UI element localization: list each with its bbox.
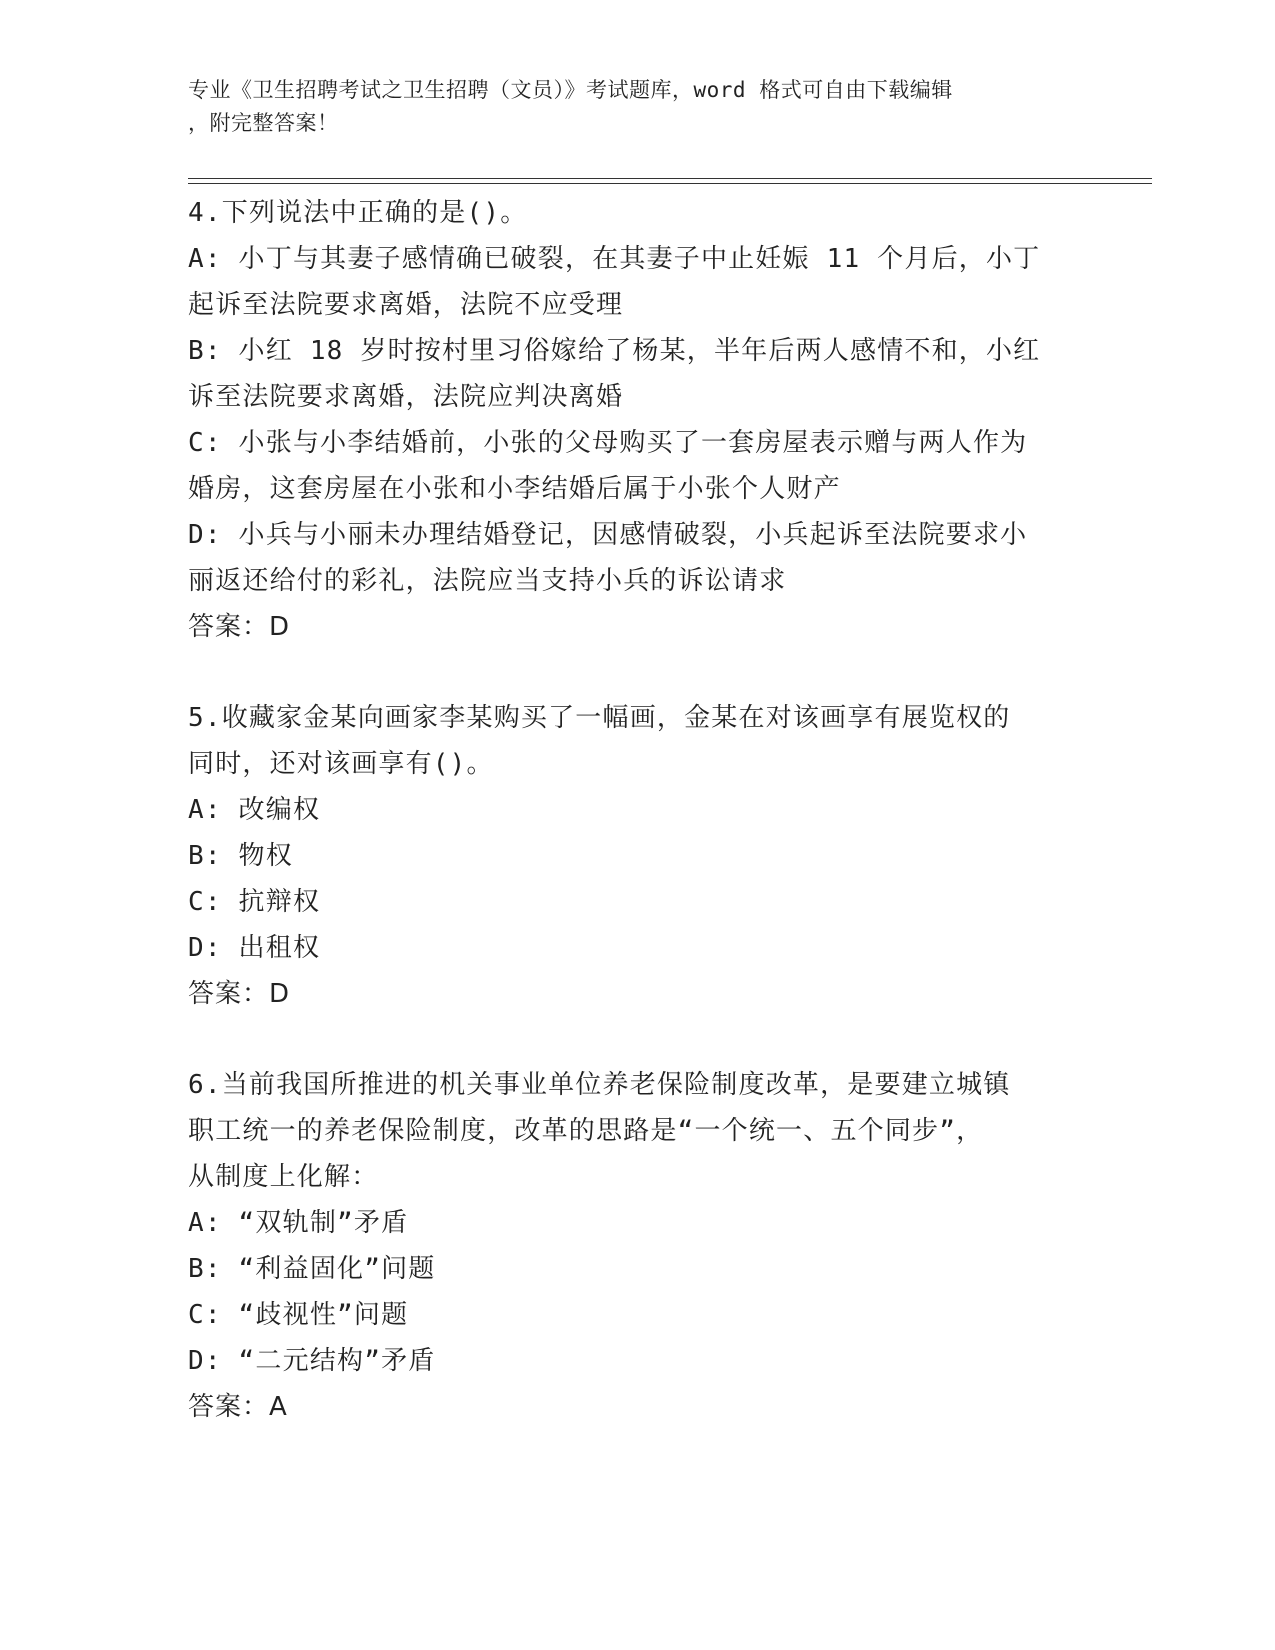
header-line-2: ，附完整答案！ [188, 111, 339, 135]
question-stem-line: 职工统一的养老保险制度，改革的思路是“一个统一、五个同步”， [188, 1116, 984, 1146]
option-line: A: 小丁与其妻子感情确已破裂，在其妻子中止妊娠 11 个月后，小丁 [188, 244, 1041, 274]
option-c: C: 抗辩权 [188, 887, 321, 917]
option-line: B: 小红 18 岁时按村里习俗嫁给了杨某，半年后两人感情不和，小红 [188, 336, 1041, 366]
question-stem-line: 5.收藏家金某向画家李某购买了一幅画，金某在对该画享有展览权的 [188, 703, 1011, 733]
option-line: D: 小兵与小丽未办理结婚登记，因感情破裂，小兵起诉至法院要求小 [188, 520, 1028, 550]
answer-label: 答案：D [188, 979, 291, 1009]
header-divider-top [188, 178, 1152, 179]
question-stem-line: 6.当前我国所推进的机关事业单位养老保险制度改革，是要建立城镇 [188, 1070, 1011, 1100]
option-line: 起诉至法院要求离婚，法院不应受理 [188, 290, 624, 320]
answer-label: 答案：D [188, 612, 291, 642]
document-header [188, 74, 1068, 140]
option-line: 丽返还给付的彩礼，法院应当支持小兵的诉讼请求 [188, 566, 787, 596]
option-line: 诉至法院要求离婚，法院应判决离婚 [188, 382, 624, 412]
option-b [188, 328, 1088, 420]
question-list [188, 190, 1088, 1475]
option-d: D: 出租权 [188, 933, 321, 963]
question-4 [188, 190, 1088, 650]
option-line: 婚房，这套房屋在小张和小李结婚后属于小张个人财产 [188, 474, 841, 504]
option-b: B: “利益固化”问题 [188, 1254, 436, 1284]
question-6 [188, 1062, 1088, 1430]
header-line-1: 专业《卫生招聘考试之卫生招聘（文员）》考试题库，word 格式可自由下载编辑 [188, 78, 953, 102]
option-d: D: “二元结构”矛盾 [188, 1346, 436, 1376]
option-d [188, 512, 1088, 604]
option-c [188, 420, 1088, 512]
option-c: C: “歧视性”问题 [188, 1300, 409, 1330]
option-b: B: 物权 [188, 841, 293, 871]
option-line: C: 小张与小李结婚前，小张的父母购买了一套房屋表示赠与两人作为 [188, 428, 1028, 458]
question-stem-line: 同时，还对该画享有()。 [188, 749, 494, 779]
option-a: A: 改编权 [188, 795, 321, 825]
answer-label: 答案：A [188, 1392, 288, 1422]
question-stem-line: 4.下列说法中正确的是()。 [188, 198, 528, 228]
option-a: A: “双轨制”矛盾 [188, 1208, 409, 1238]
question-stem-line: 从制度上化解： [188, 1162, 379, 1192]
option-a [188, 236, 1088, 328]
header-divider-bottom [188, 183, 1152, 184]
question-5 [188, 695, 1088, 1017]
